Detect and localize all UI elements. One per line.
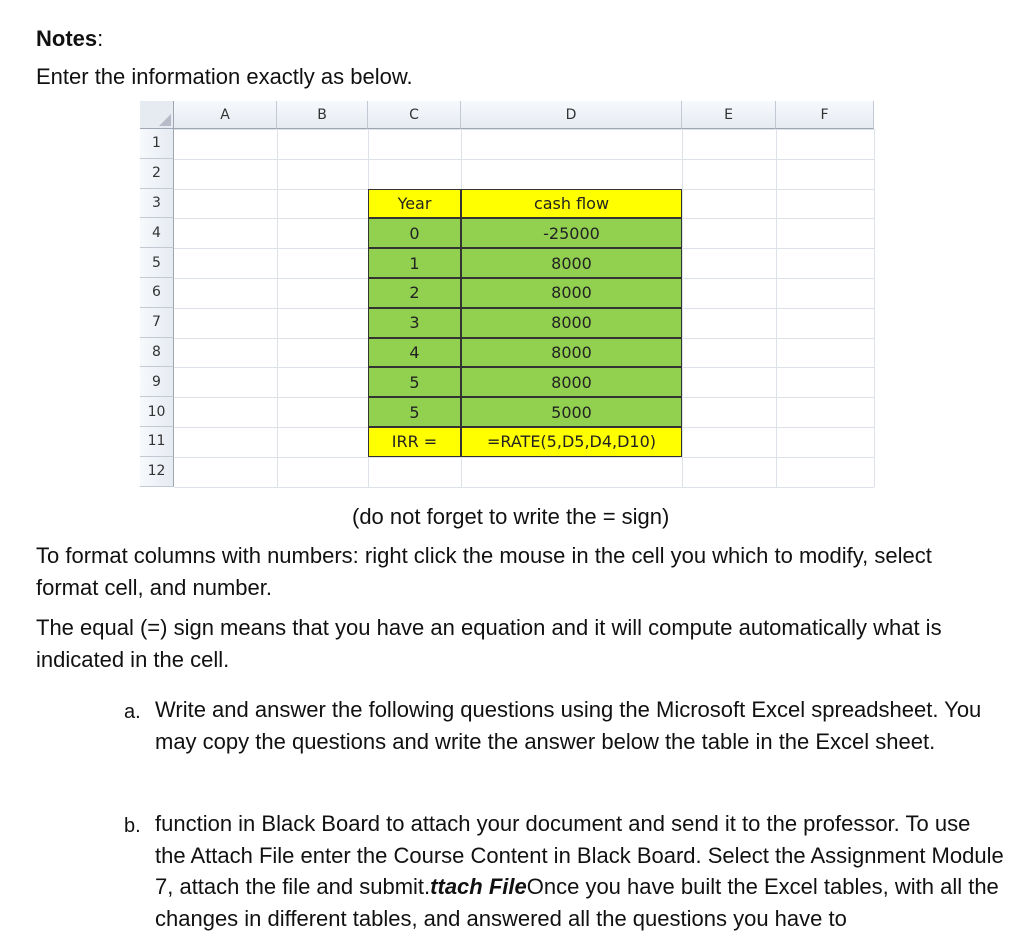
column-header-a[interactable]: A — [174, 101, 277, 129]
format-tip-paragraph: To format columns with numbers: right click the mouse in the cell you which to modify, select format cell, and number. — [36, 543, 932, 600]
list-item-a-label: a. — [124, 701, 141, 723]
select-all-corner[interactable] — [140, 101, 174, 129]
irr-label-cell[interactable]: IRR = — [368, 427, 461, 457]
year-cell[interactable]: 2 — [368, 278, 461, 308]
cash-flow-cell[interactable]: -25000 — [461, 218, 682, 248]
list-item-b-label: b. — [124, 815, 141, 837]
grid-line — [174, 457, 874, 458]
grid-line — [776, 129, 777, 487]
grid-line — [277, 129, 278, 487]
row-header-1[interactable]: 1 — [140, 129, 174, 159]
row-header-12[interactable]: 12 — [140, 457, 174, 487]
list-item-a-text: Write and answer the following questions using the Microsoft Excel spreadsheet. You may copy the questions and write the answer below the table in the Excel sheet. — [155, 697, 982, 754]
column-header-f[interactable]: F — [776, 101, 874, 129]
row-header-10[interactable]: 10 — [140, 397, 174, 427]
row-header-6[interactable]: 6 — [140, 278, 174, 308]
equal-tip-paragraph: The equal (=) sign means that you have an equation and it will compute automatically what is indicated in the cell. — [36, 615, 942, 672]
grid-line — [174, 487, 874, 488]
list-item-b-text-2: Once you have built the Excel tables, with all the changes in different tables, and answered all the questions you have to — [155, 874, 999, 931]
grid-line — [874, 129, 875, 487]
year-cell[interactable]: 5 — [368, 367, 461, 397]
row-header-8[interactable]: 8 — [140, 338, 174, 368]
row-header-11[interactable]: 11 — [140, 427, 174, 457]
caption-text: (do not forget to write the = sign) — [352, 504, 670, 529]
row-header-5[interactable]: 5 — [140, 248, 174, 278]
select-all-triangle-icon — [159, 114, 171, 126]
instruction-text: Enter the information exactly as below. — [36, 64, 413, 89]
row-header-2[interactable]: 2 — [140, 159, 174, 189]
notes-title: Notes — [36, 26, 98, 51]
column-header-e[interactable]: E — [682, 101, 776, 129]
grid-line — [174, 159, 874, 160]
cash-flow-header-cell[interactable]: cash flow — [461, 189, 682, 219]
column-header-b[interactable]: B — [277, 101, 368, 129]
cash-flow-cell[interactable]: 8000 — [461, 308, 682, 338]
column-header-d[interactable]: D — [461, 101, 682, 129]
cash-flow-cell[interactable]: 8000 — [461, 367, 682, 397]
cash-flow-cell[interactable]: 5000 — [461, 397, 682, 427]
spreadsheet-screenshot — [140, 101, 874, 487]
irr-formula-cell[interactable]: =RATE(5,D5,D4,D10) — [461, 427, 682, 457]
attach-file-bold: ttach File — [430, 874, 527, 899]
notes-colon: : — [97, 26, 104, 51]
cash-flow-cell[interactable]: 8000 — [461, 278, 682, 308]
year-cell[interactable]: 1 — [368, 248, 461, 278]
year-cell[interactable]: 0 — [368, 218, 461, 248]
grid-line — [682, 129, 683, 487]
row-header-4[interactable]: 4 — [140, 218, 174, 248]
year-header-cell[interactable]: Year — [368, 189, 461, 219]
row-header-7[interactable]: 7 — [140, 308, 174, 338]
year-cell[interactable]: 3 — [368, 308, 461, 338]
year-cell[interactable]: 5 — [368, 397, 461, 427]
grid-line — [174, 129, 874, 130]
cash-flow-cell[interactable]: 8000 — [461, 338, 682, 368]
column-header-c[interactable]: C — [368, 101, 461, 129]
list-item-b-text — [155, 808, 1005, 934]
cash-flow-cell[interactable]: 8000 — [461, 248, 682, 278]
row-header-3[interactable]: 3 — [140, 189, 174, 219]
list-item-b-text-1: function in Black Board to attach your document and send it to the professor. To use the Attach File enter the Course Content in Black Board. Select the Assignment Module 7, attach the file and submit. — [155, 811, 1004, 899]
year-cell[interactable]: 4 — [368, 338, 461, 368]
row-header-9[interactable]: 9 — [140, 367, 174, 397]
notes-heading — [36, 25, 103, 53]
